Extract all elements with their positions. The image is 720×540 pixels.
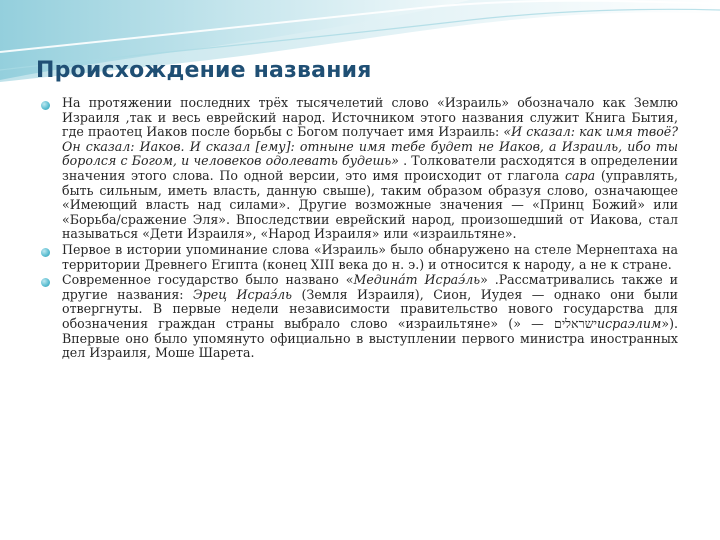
- italic-segment: исраэлим: [597, 315, 662, 331]
- bullet-text: [62, 96, 678, 242]
- bullet-icon: [41, 248, 50, 257]
- text-segment: »). Впервые оно было упомянуто официально в выступлении первого министра иностранных дел Израиля, Моше Шарета.: [62, 315, 678, 361]
- text-segment: (Земля Израиля), Сион, Иудея — однако они были отвергнуты. В первые недели независимости правительство нового государства для обозначения граждан страны выбрало слово «израильтяне» (» — ישראלים: [62, 286, 678, 331]
- text-segment: На протяжении последних трёх тысячелетий слово «Израиль» обозначало как Землю Израиля ,так и весь еврейский народ. Источником этого названия служит Книга Бытия, где праотец Иаков после борьбы с Богом получает имя Израиль:: [62, 95, 678, 140]
- bullet-item: [38, 243, 678, 272]
- italic-segment: Эрец Исраэ́ль: [193, 286, 293, 302]
- bullet-text: [62, 273, 678, 361]
- text-segment: (управлять, быть сильным, иметь власть, данную свыше), таким образом образуя слово, означающее «Имеющий власть над силами». Другие возможные значения — «Принц Божий» или «Борьба/сражение Эля». Впоследствии еврейский народ, произошедший от Иакова, стал называться «Дети Израиля», «Народ Израиля» или «израильтяне».: [62, 167, 678, 242]
- slide-title: Происхождение названия: [36, 58, 372, 83]
- bullet-icon: [41, 101, 50, 110]
- italic-segment: Медина́т Исраэ́ль: [353, 272, 481, 288]
- bullet-icon: [41, 278, 50, 287]
- bullet-item: [38, 96, 678, 242]
- text-segment: . Толкователи расходятся в определении значения этого слова. По одной версии, это имя происходит от глагола: [62, 153, 678, 183]
- text-segment: » .Рассматривались также и другие названия:: [62, 272, 679, 302]
- bullet-list: [38, 96, 678, 362]
- bullet-item: [38, 273, 678, 361]
- italic-segment: сара: [565, 167, 596, 183]
- quote-segment: «И сказал: как имя твоё? Он сказал: Иаков. И сказал [ему]: отныне имя тебе будет не Иаков, а Израиль, ибо ты боролся с Богом, и человеков одолевать будешь»: [62, 124, 678, 169]
- text-segment: Первое в истории упоминание слова «Израиль» было обнаружено на стеле Мернептаха на территории Древнего Египта (конец XIII века до н. э.) и относится к народу, а не к стране.: [62, 241, 678, 272]
- bullet-text: [62, 243, 678, 272]
- text-segment: Современное государство было названо «: [62, 272, 354, 288]
